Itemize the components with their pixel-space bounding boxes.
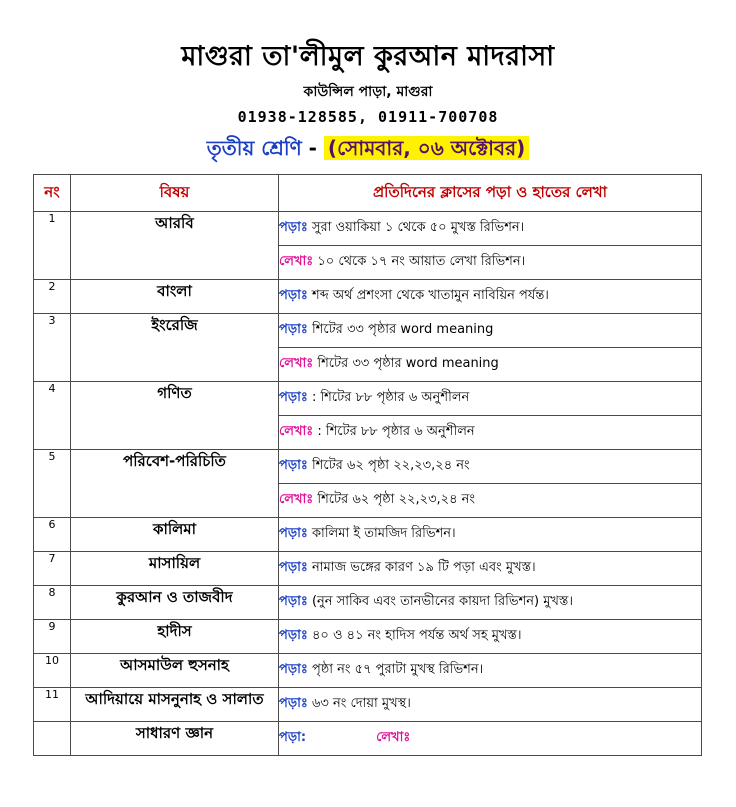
read-task [279, 280, 702, 314]
read-label: পড়াঃ [279, 390, 308, 405]
read-task [279, 688, 702, 722]
read-task [279, 654, 702, 688]
class-date-line [0, 134, 736, 167]
read-task [279, 620, 702, 654]
read-label: পড়াঃ [279, 458, 308, 473]
row-number: 4 [34, 382, 71, 450]
read-text: ৪০ ও ৪১ নং হাদিস পর্যন্ত অর্থ সহ মুখস্ত। [311, 628, 522, 643]
table-row [34, 212, 702, 246]
read-label: পড়াঃ [279, 662, 308, 677]
read-text: শব্দ অর্থ প্রশংসা থেকে খাতামুন নাবিয়িন পর্যন্ত। [311, 288, 549, 303]
row-number: 10 [34, 654, 71, 688]
read-task [279, 382, 702, 416]
read-write-task [279, 722, 702, 756]
read-text: : শিটের ৮৮ পৃষ্ঠার ৬ অনুশীলন [311, 390, 470, 405]
subject-cell: কুরআন ও তাজবীদ [71, 586, 279, 620]
read-text: কালিমা ই তামজিদ রিভিশন। [311, 526, 456, 541]
subject-cell: আসমাউল হুসনাহ [71, 654, 279, 688]
table-row [34, 722, 702, 756]
subject-cell: গণিত [71, 382, 279, 450]
write-text: : শিটের ৮৮ পৃষ্ঠার ৬ অনুশীলন [317, 424, 475, 439]
date-highlight: (সোমবার, ০৬ অক্টোবর) [324, 136, 529, 160]
write-label: লেখাঃ [376, 730, 411, 745]
write-label: লেখাঃ [279, 492, 314, 507]
subject-cell: মাসায়িল [71, 552, 279, 586]
subject-cell: আরবি [71, 212, 279, 280]
read-task [279, 552, 702, 586]
header-task: প্রতিদিনের ক্লাসের পড়া ও হাতের লেখা [279, 175, 702, 212]
header-no: নং [34, 175, 71, 212]
write-task [279, 348, 702, 382]
table-row [34, 552, 702, 586]
phone-numbers: 01938-128585, 01911-700708 [237, 108, 499, 126]
row-number: 9 [34, 620, 71, 654]
read-text: শিটের ৩৩ পৃষ্ঠার word meaning [311, 322, 494, 337]
table-row [34, 314, 702, 348]
write-label: লেখাঃ [279, 424, 314, 439]
write-text: শিটের ৬২ পৃষ্ঠা ২২,২৩,২৪ নং [317, 492, 476, 507]
write-task [279, 246, 702, 280]
row-number: 7 [34, 552, 71, 586]
read-text: পৃষ্ঠা নং ৫৭ পুরাটা মুখস্থ রিভিশন। [311, 662, 484, 677]
write-label: লেখাঃ [279, 254, 314, 269]
row-number: 8 [34, 586, 71, 620]
read-text: সুরা ওয়াকিয়া ১ থেকে ৫০ মুখস্ত রিভিশন। [311, 220, 525, 235]
row-number: 5 [34, 450, 71, 518]
madrasa-title: মাগুরা তা'লীমুল কুরআন মাদরাসা [181, 41, 555, 72]
table-row [34, 654, 702, 688]
read-label: পড়াঃ [279, 322, 308, 337]
read-task [279, 212, 702, 246]
read-task [279, 314, 702, 348]
read-task [279, 586, 702, 620]
write-task [279, 416, 702, 450]
address: কাউন্সিল পাড়া, মাগুরা [303, 84, 433, 100]
table-row [34, 280, 702, 314]
table-row [34, 586, 702, 620]
write-text: শিটের ৩৩ পৃষ্ঠার word meaning [317, 356, 499, 371]
write-task [279, 484, 702, 518]
row-number: 2 [34, 280, 71, 314]
read-label: পড়াঃ [279, 696, 308, 711]
read-label: পড়াঃ [279, 526, 308, 541]
read-label: পড়াঃ [279, 288, 308, 303]
header-subject: বিষয় [71, 175, 279, 212]
read-text: নামাজ ভঙ্গের কারণ ১৯ টি পড়া এবং মুখস্ত। [311, 560, 536, 575]
row-number: 11 [34, 688, 71, 722]
read-label: পড়াঃ [279, 594, 308, 609]
read-label: পড়াঃ [279, 220, 308, 235]
table-row [34, 620, 702, 654]
table-row [34, 450, 702, 484]
subject-cell: বাংলা [71, 280, 279, 314]
read-text: ৬৩ নং দোয়া মুখস্থ। [311, 696, 411, 711]
read-text: শিটের ৬২ পৃষ্ঠা ২২,২৩,২৪ নং [311, 458, 470, 473]
read-text: (নুন সাকিব এবং তানভীনের কায়দা রিভিশন) মুখস্ত। [311, 594, 573, 609]
table-row [34, 688, 702, 722]
subject-cell: ইংরেজি [71, 314, 279, 382]
subject-cell: পরিবেশ-পরিচিতি [71, 450, 279, 518]
row-number: 1 [34, 212, 71, 280]
subject-cell: সাধারণ জ্ঞান [71, 722, 279, 756]
row-number [34, 722, 71, 756]
routine-table [33, 174, 702, 756]
row-number: 6 [34, 518, 71, 552]
read-label: পড়া: [279, 730, 307, 745]
separator: - [308, 136, 317, 160]
table-row [34, 518, 702, 552]
read-label: পড়াঃ [279, 628, 308, 643]
write-label: লেখাঃ [279, 356, 314, 371]
subject-cell: আদিয়ায়ে মাসনুনাহ ও সালাত [71, 688, 279, 722]
row-number: 3 [34, 314, 71, 382]
read-label: পড়াঃ [279, 560, 308, 575]
class-name: তৃতীয় শ্রেণি [206, 136, 302, 160]
table-header-row [34, 175, 702, 212]
table-row [34, 382, 702, 416]
read-task [279, 450, 702, 484]
read-task [279, 518, 702, 552]
write-text: ১০ থেকে ১৭ নং আয়াত লেখা রিভিশন। [317, 254, 526, 269]
subject-cell: কালিমা [71, 518, 279, 552]
subject-cell: হাদীস [71, 620, 279, 654]
